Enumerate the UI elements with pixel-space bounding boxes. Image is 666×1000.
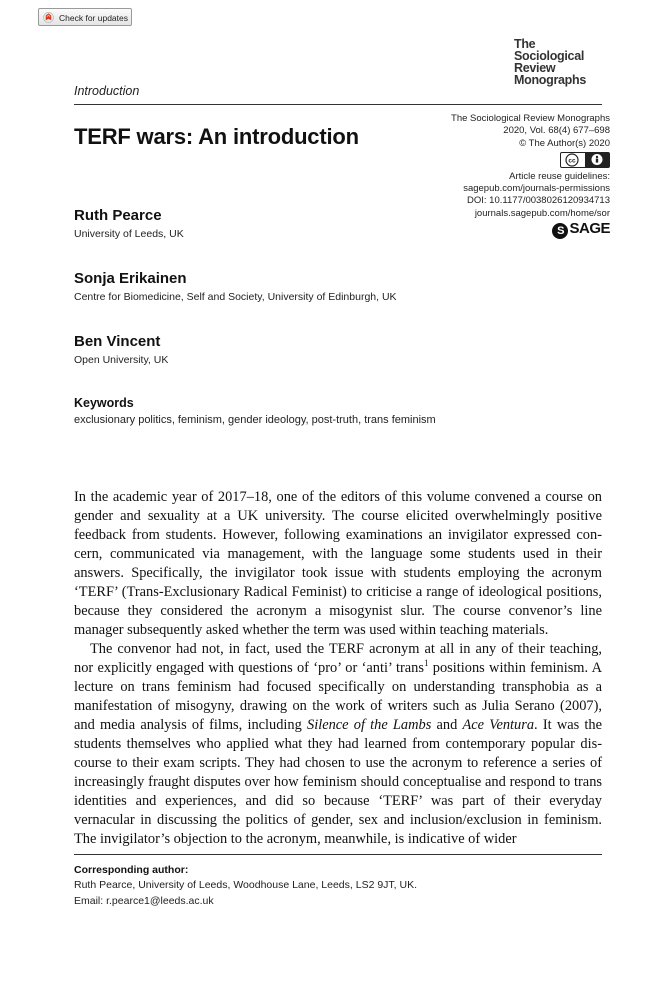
keywords-heading: Keywords xyxy=(74,396,134,410)
author-name: Ben Vincent xyxy=(74,333,161,350)
doi-link[interactable]: DOI: 10.1177/0038026120934713 xyxy=(467,195,610,207)
publisher-name: SAGE xyxy=(569,220,610,238)
svg-text:cc: cc xyxy=(568,157,576,165)
article-title: TERF wars: An introduction xyxy=(74,124,359,149)
journal-name: The Sociological Review Monographs xyxy=(451,113,610,124)
reuse-guidelines-label: Article reuse guidelines: xyxy=(509,170,610,182)
journal-home-link[interactable]: journals.sagepub.com/home/sor xyxy=(474,207,610,219)
film-title: Silence of the Lambs xyxy=(307,717,432,733)
journal-logo-line: Monographs xyxy=(514,73,586,87)
article-meta xyxy=(380,113,610,239)
film-title: Ace Ventura xyxy=(462,717,535,733)
check-for-updates-label: Check for updates xyxy=(59,13,128,23)
corresponding-author-address: Ruth Pearce, University of Leeds, Woodhouse Lane, Leeds, LS2 9JT, UK. xyxy=(74,879,418,891)
crossmark-icon xyxy=(43,12,54,23)
section-label: Introduction xyxy=(74,84,140,98)
paragraph-text: . It was the students themselves who applied what they had learned from contemporary popular discourse to their exam scripts. They had chosen to use the acronym to reference a series of increasingly fraught disputes over how feminism should conceptualise and respond to trans identities and experiences, and did so because ‘TERF’ was part of their everyday vernacular in discussing the politics of gender, sex and inclusion/exclusion in feminism. The invigilator’s objection to the acronym, meanwhile, is indicative of wider xyxy=(74,717,602,847)
author-affiliation: Open University, UK xyxy=(74,354,169,366)
paragraph: In the academic year of 2017–18, one of the editors of this volume convened a course on gender and sexuality at a UK university. The course elicited overwhelmingly positive feedback from students. However, following examinations an invigilator expressed concern, communicated via management, with the language some students used in their answers. Specifically, the invigilator took issue with students employing the acronym ‘TERF’ (Trans-Exclusionary Radical Feminist) to criticise a range of ideological positions, because they considered the acronym a misogynist slur. The course convenor’s line manager subsequently asked whether the term was used within teaching materials. xyxy=(74,489,602,638)
paragraph xyxy=(74,640,602,849)
paragraph-text: positions within feminism. A lecture on trans feminism had focused specifically on understanding transphobia as a manifestation of misogyny, drawing on the work of writers such as Julia Serano (2007), and media analysis of films, including xyxy=(74,660,602,733)
corresponding-author-heading: Corresponding author: xyxy=(74,864,189,876)
paragraph-text: The convenor had not, in fact, used the TERF acronym at all in any of their teaching, nor explicitly engaged with questions of ‘pro’ or ‘anti’ trans xyxy=(74,641,602,676)
creative-commons-by-icon[interactable] xyxy=(560,152,610,168)
check-for-updates-button[interactable] xyxy=(38,8,132,26)
keywords-list: exclusionary politics, feminism, gender ideology, post-truth, trans feminism xyxy=(74,414,436,426)
journal-logo xyxy=(514,38,614,86)
journal-logo-line: Sociological xyxy=(514,49,585,63)
reuse-guidelines-link[interactable]: sagepub.com/journals-permissions xyxy=(463,183,610,195)
volume-info: 2020, Vol. 68(4) 677–698 xyxy=(503,125,610,137)
sage-s-icon: S xyxy=(552,223,568,239)
author-affiliation: University of Leeds, UK xyxy=(74,228,184,240)
author-name: Sonja Erikainen xyxy=(74,270,187,287)
footnote-marker[interactable]: 1 xyxy=(423,658,429,669)
author-affiliation: Centre for Biomedicine, Self and Society, University of Edinburgh, UK xyxy=(74,291,397,303)
corresponding-author-email[interactable]: Email: r.pearce1@leeds.ac.uk xyxy=(74,895,214,907)
paragraph-text: and xyxy=(431,717,463,733)
sage-logo xyxy=(552,220,610,239)
header-divider xyxy=(74,104,602,105)
journal-logo-line: Review xyxy=(514,61,556,75)
body-text xyxy=(74,488,602,849)
journal-logo-line: The xyxy=(514,37,536,51)
footer-divider xyxy=(74,854,602,855)
author-name: Ruth Pearce xyxy=(74,207,162,224)
copyright: © The Author(s) 2020 xyxy=(519,137,610,149)
